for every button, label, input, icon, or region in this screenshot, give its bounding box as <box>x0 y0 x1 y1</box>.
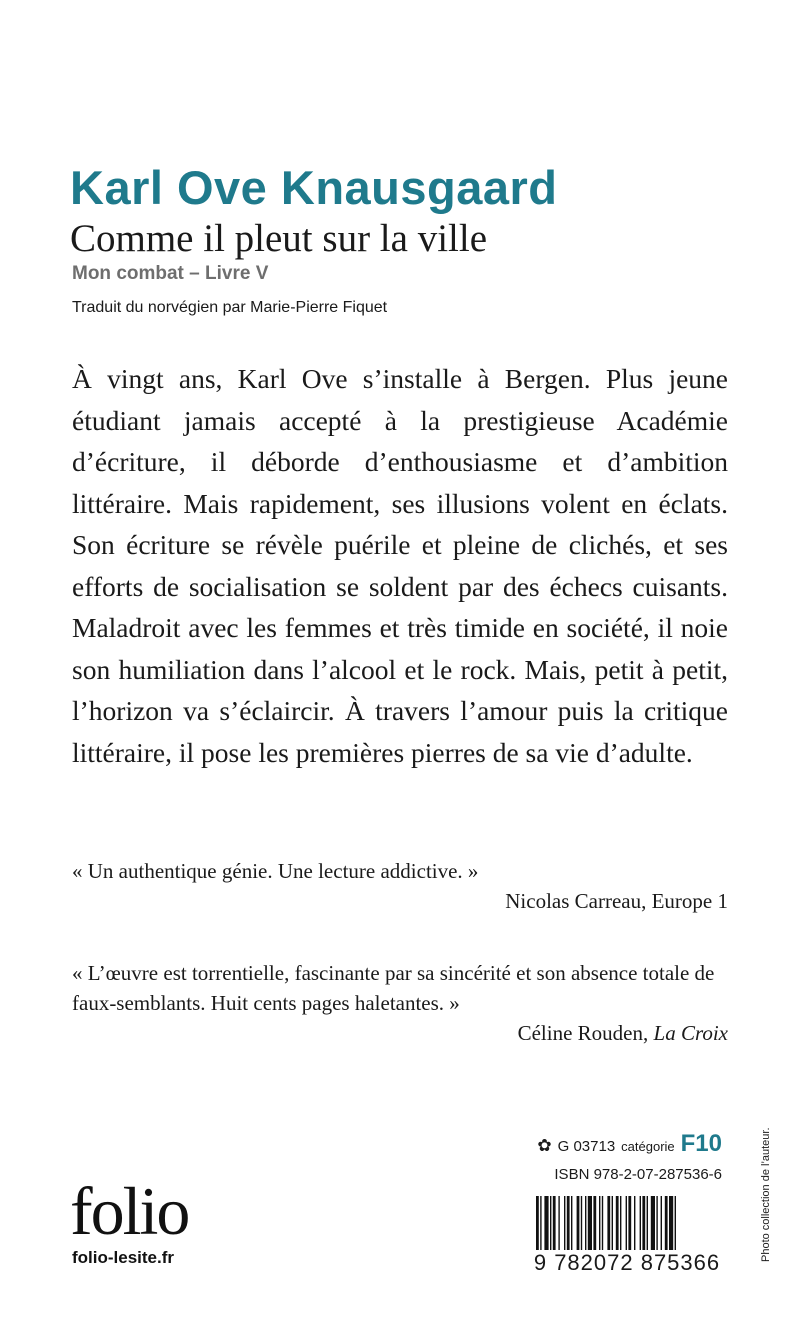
catalog-line <box>520 1130 722 1160</box>
catalog-code: G 03713 <box>557 1138 616 1155</box>
review-quote-1 <box>72 856 728 916</box>
flower-symbol-icon: ✿ <box>537 1136 552 1155</box>
book-title: Comme il pleut sur la ville <box>70 217 488 260</box>
quote-text: « L’œuvre est torrentielle, fascinante par sa sincérité et son absence totale de faux-semblants. Huit cents pages haletantes. » <box>72 961 715 1015</box>
quote-source <box>72 1018 728 1048</box>
quote-source-name: Céline Rouden, <box>517 1021 654 1045</box>
quote-source-publication: La Croix <box>653 1021 728 1045</box>
blurb-text: À vingt ans, Karl Ove s’installe à Bergen. Plus jeune étudiant jamais accepté à la prestigieuse Académie d’écriture, il déborde d’enthousiasme et d’ambition littéraire. Mais rapidement, ses illusions volent en éclats. Son écriture se révèle puérile et pleine de clichés, et ses efforts de socialisation se soldent par des échecs cuisants. Maladroit avec les femmes et très timide en société, il noie son humiliation dans l’alcool et le rock. Mais, petit à petit, l’horizon va s’éclaircir. À travers l’amour puis la critique littéraire, il pose les premières pierres de sa vie d’adulte. <box>72 363 728 768</box>
category-code: F10 <box>680 1130 722 1157</box>
quote-source: Nicolas Carreau, Europe 1 <box>505 889 728 913</box>
category-label: catégorie <box>621 1139 675 1154</box>
barcode-digits: 9 782072 875366 <box>530 1250 724 1276</box>
quote-text: « Un authentique génie. Une lecture addictive. » <box>72 859 479 883</box>
isbn: ISBN 978-2-07-287536-6 <box>554 1166 722 1183</box>
photo-credit: Photo collection de l’auteur. <box>760 1127 772 1262</box>
series-name: Mon combat – Livre V <box>72 263 269 284</box>
translator-credit: Traduit du norvégien par Marie-Pierre Fiquet <box>72 299 388 316</box>
author-name: Karl Ove Knausgaard <box>70 161 558 214</box>
publisher-website: folio-lesite.fr <box>72 1248 175 1267</box>
publisher-logo: folio <box>70 1173 189 1249</box>
review-quote-2 <box>72 958 728 1048</box>
